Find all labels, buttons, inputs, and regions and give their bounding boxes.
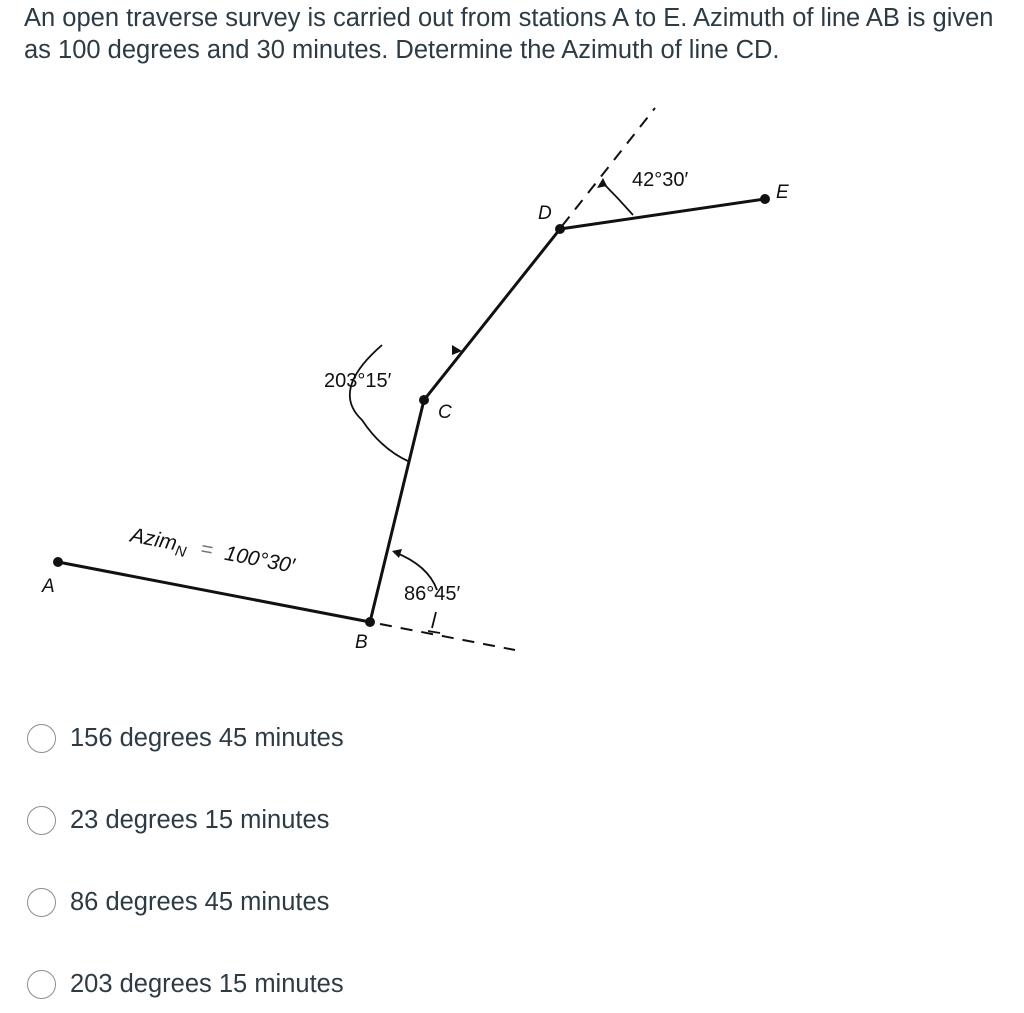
station-point-d	[555, 224, 565, 234]
azimuth-label-value: 100°30′	[222, 541, 297, 578]
line-cd	[424, 229, 560, 400]
station-label-d: D	[538, 203, 552, 224]
azimuth-label-main: Azim	[128, 523, 179, 556]
answer-option-2[interactable]	[27, 804, 329, 836]
line-cd-extension	[562, 108, 655, 226]
radio-button-4[interactable]	[27, 970, 56, 999]
station-point-a	[53, 557, 63, 567]
azimuth-ab-label	[126, 523, 298, 582]
angle-arc-d	[602, 182, 633, 215]
angle-tick-b	[428, 612, 440, 633]
line-ab	[58, 562, 370, 622]
question-text: An open traverse survey is carried out from stations A to E. Azimuth of line AB is given as 100 degrees and 30 minutes. Determine the Azimuth of line CD.	[24, 4, 994, 64]
station-point-e	[760, 194, 770, 204]
radio-button-3[interactable]	[27, 888, 56, 917]
angle-label-c: 203°15′	[324, 370, 392, 392]
angle-label-b: 86°45′	[404, 583, 461, 605]
answer-option-2-label: 23 degrees 15 minutes	[70, 805, 330, 834]
station-label-e: E	[776, 182, 789, 203]
angle-arc-c	[350, 345, 410, 462]
answer-option-1[interactable]	[27, 722, 344, 754]
answer-option-4[interactable]	[27, 968, 344, 1000]
answer-option-3[interactable]	[27, 886, 329, 918]
line-ab-extension	[380, 624, 515, 650]
radio-button-2[interactable]	[27, 806, 56, 835]
line-de	[560, 199, 765, 229]
arrowhead-b	[392, 549, 402, 558]
station-point-c	[419, 395, 429, 405]
radio-button-1[interactable]	[27, 724, 56, 753]
angle-label-d: 42°30′	[632, 169, 689, 191]
station-label-c: C	[438, 402, 452, 423]
station-point-b	[365, 617, 375, 627]
svg-text:AzimN=100°30′	[126, 523, 298, 582]
azimuth-label-sub: N	[173, 542, 188, 562]
station-label-a: A	[42, 576, 55, 597]
answer-option-3-label: 86 degrees 45 minutes	[70, 887, 330, 916]
answer-option-4-label: 203 degrees 15 minutes	[70, 969, 344, 998]
azimuth-label-eq: =	[198, 537, 216, 563]
answer-option-1-label: 156 degrees 45 minutes	[70, 723, 344, 752]
station-label-b: B	[355, 632, 368, 653]
